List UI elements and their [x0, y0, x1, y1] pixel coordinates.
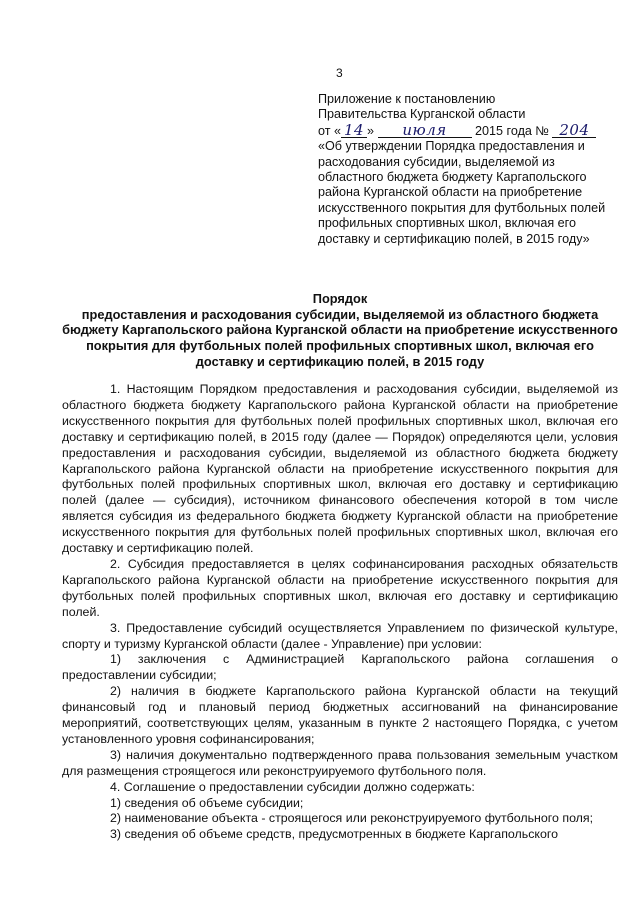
- document-body: [62, 382, 618, 843]
- paragraph: 2) наличия в бюджете Каргапольского района Курганской области на текущий финансовый год и плановый период бюджетных ассигнований на финансирование мероприятий, соответствующих целям, указанным в пункте 2 настоящего Порядка, с учетом установленного уровня софинансирования;: [62, 684, 618, 746]
- paragraph: 2) наименование объекта - строящегося или реконструируемого футбольного поля;: [110, 811, 594, 826]
- quote-close: »: [367, 123, 375, 138]
- appendix-date-line: [318, 120, 610, 139]
- handwritten-number: 204: [552, 123, 596, 138]
- paragraph: 3) наличия документально подтвержденного права пользования земельным участком для размещения строящегося или реконструируемого футбольного поля.: [62, 747, 618, 778]
- paragraph: 1) заключения с Администрацией Каргапольского района соглашения о предоставлении субсидии;: [62, 652, 618, 683]
- title-heading: Порядок: [312, 291, 368, 306]
- paragraph: 3. Предоставление субсидий осуществляется Управлением по физической культуре, спорту и туризму Курганской области (далее - Управление) при условии:: [62, 620, 618, 651]
- appendix-line-2: Правительства Курганской области: [318, 107, 526, 122]
- paragraph: 2. Субсидия предоставляется в целях софинансирования расходных обязательств Каргапольского района Курганской области на приобретение искусственного покрытия для футбольных полей профильных спортивных школ, включая его доставку и сертификацию полей.: [62, 556, 618, 619]
- from-prefix: от «: [318, 123, 341, 138]
- page-number: 3: [336, 66, 343, 80]
- handwritten-month: июля: [378, 123, 472, 138]
- paragraph: 3) сведения об объеме средств, предусмотренных в бюджете Каргапольского: [110, 827, 558, 842]
- year-text: 2015 года №: [475, 123, 549, 138]
- title-subheading: предоставления и расходования субсидии, выделяемой из областного бюджета бюджету Каргапольского района Курганской области на приобретение искусственного покрытия для футбольных полей профильных спортивных школ, включая его доставку и сертификацию полей, в 2015 году: [62, 306, 618, 369]
- document-title: [62, 291, 618, 370]
- handwritten-day: 14: [341, 123, 367, 138]
- paragraph: 1. Настоящим Порядком предоставления и расходования субсидии, выделяемой из областного бюджета бюджету Каргапольского района Курганской области на приобретение искусственного покрытия для футбольных полей профильных спортивных школ, включая его доставку и сертификацию полей, в 2015 году (далее — Порядок) определяются цели, условия предоставления и расходования субсидии, выделяемой из областного бюджета бюджету Каргапольского района Курганской области на приобретение искусственного покрытия для футбольных полей профильных спортивных школ, включая его доставку и сертификацию полей (далее — субсидия), источником финансового обеспечения которой в том числе является субсидия из федерального бюджета бюджету Курганской области на приобретение искусственного покрытия для футбольных полей профильных спортивных школ, включая его доставку и сертификацию полей.: [62, 382, 618, 556]
- appendix-subject: «Об утверждении Порядка предоставления и расходования субсидии, выделяемой из областного бюджета бюджету Каргапольского района Курганской области на приобретение искусственного покрытия для футбольных полей профильных спортивных школ, включая его доставку и сертификацию полей, в 2015 году»: [318, 139, 606, 246]
- paragraph: 1) сведения об объеме субсидии;: [110, 795, 304, 810]
- appendix-line-1: Приложение к постановлению: [318, 92, 496, 106]
- appendix-header: [318, 92, 610, 247]
- paragraph: 4. Соглашение о предоставлении субсидии должно содержать:: [110, 779, 475, 794]
